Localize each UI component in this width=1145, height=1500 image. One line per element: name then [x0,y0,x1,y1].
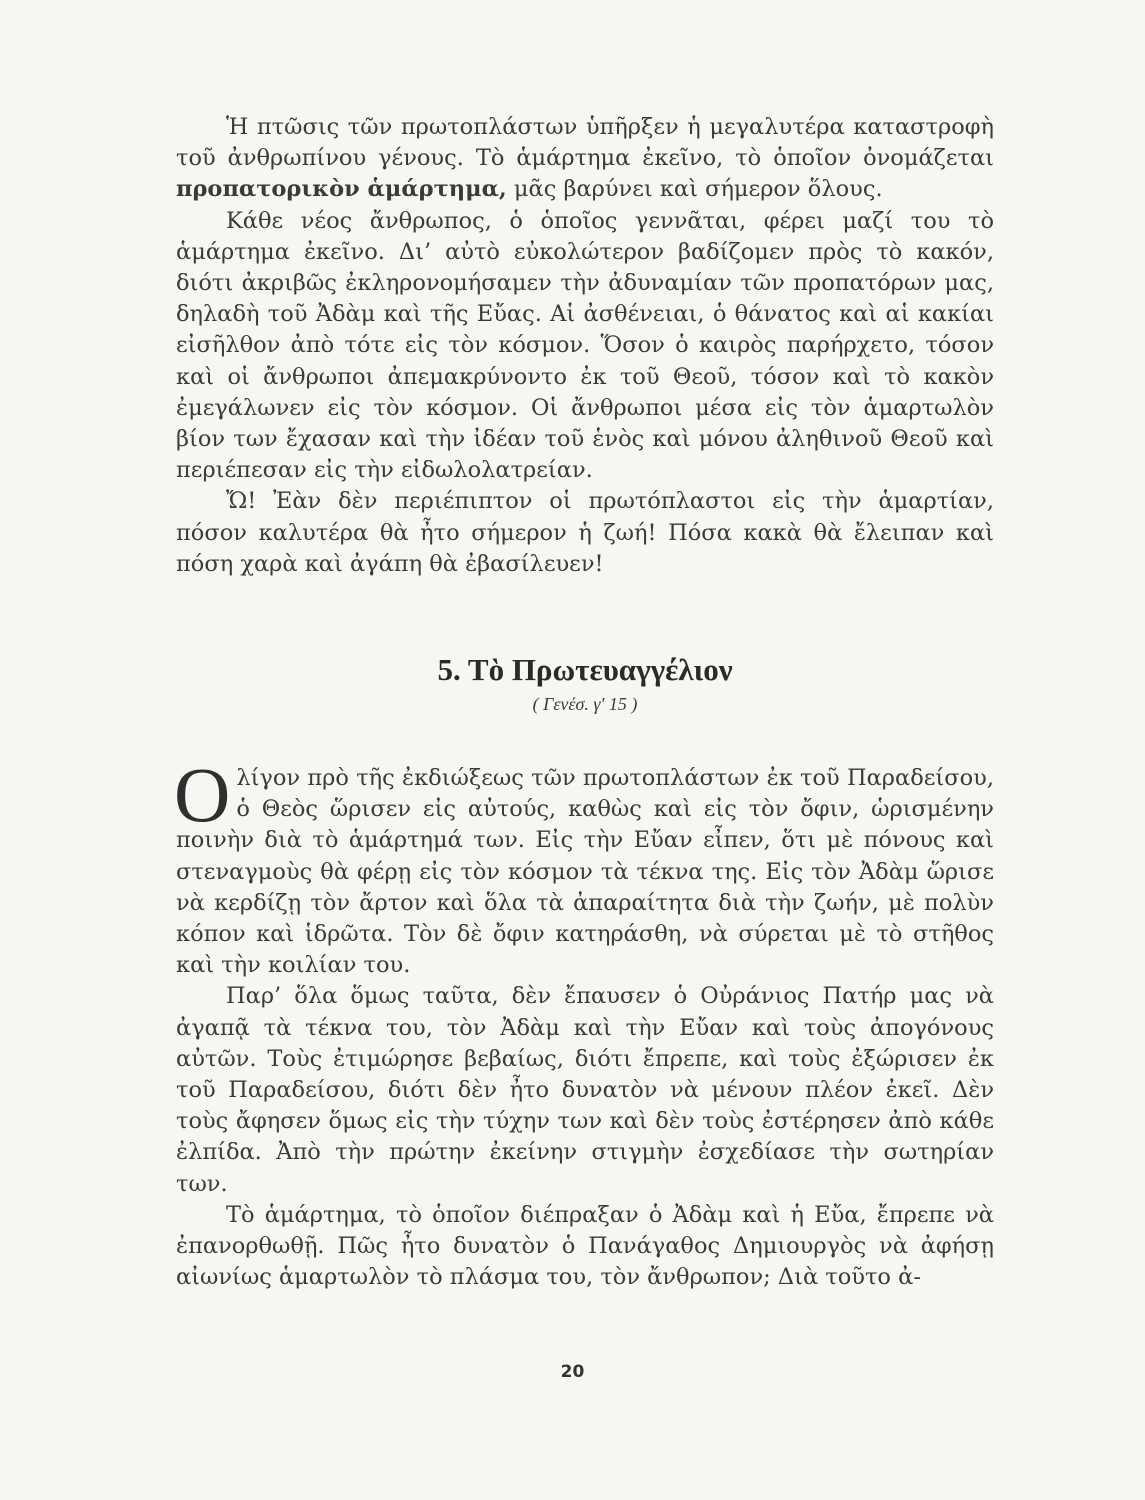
section-title: 5. Τὸ Πρωτευαγγέλιον [437,652,733,687]
text-run: λίγον πρὸ τῆς ἐκδιώξεως τῶν πρωτοπλάστων ἐκ τοῦ Παραδείσου, ὁ Θεὸς ὥρισεν εἰς αὐτούς, καθὼς καὶ εἰς τὸν ὄφιν, ὡρισμένην ποινὴν διὰ τὸ ἁμάρτημά των. Εἰς τὴν Εὔαν εἶπεν, ὅτι μὲ πόνους καὶ στεναγμοὺς θὰ φέρῃ εἰς τὸν κόσμον τὰ τέκνα της. Εἰς τὸν Ἀδὰμ ὥρισε νὰ κερδίζῃ τὸν ἄρτον καὶ ὅλα τὰ ἀπαραίτητα διὰ τὴν ζωήν, μὲ πολὺν κόπον καὶ ἱδρῶτα. Τὸν δὲ ὄφιν κατηράσθη, νὰ σύρεται μὲ τὸ στῆθος καὶ τὴν κοιλίαν του. [176,765,994,979]
paragraph-restoration: Τὸ ἁμάρτημα, τὸ ὁποῖον διέπραξαν ὁ Ἀδὰμ καὶ ἡ Εὔα, ἔπρεπε νὰ ἐπανορθωθῇ. Πῶς ἦτο δυνατὸν ὁ Πανάγαθος Δημιουργὸς νὰ ἀφήσῃ αἰωνίως ἁμαρτωλὸν τὸ πλάσμα του, τὸν ἄνθρωπον; Διὰ τοῦτο ἀ- [176,1201,994,1291]
section-protoevangelium-text [174,751,994,1293]
scripture-reference: ( Γενέσ. γ′ 15 ) [532,694,638,714]
paragraph-punishment [174,751,994,981]
paragraph-original-sin [176,112,994,206]
paragraph-exclamation: Ὤ! Ἐὰν δὲν περιέπιπτον οἱ πρωτόπλαστοι εἰς τὴν ἁμαρτίαν, πόσον καλυτέρα θὰ ἦτο σήμερον ἡ ζωή! Πόσα κακὰ θὰ ἔλειπαν καὶ πόση χαρὰ καὶ ἀγάπη θὰ ἐβασίλευεν! [176,488,994,577]
section-fall-text [176,112,994,580]
page-number: 20 [560,1362,585,1382]
paragraph-inheritance: Κάθε νέος ἄνθρωπος, ὁ ὁποῖος γεννᾶται, φέρει μαζί του τὸ ἁμάρτημα ἐκεῖνο. Δι’ αὐτὸ εὐκολώτερον βαδίζομεν πρὸς τὸ κακόν, διότι ἀκριβῶς ἐκληρονομήσαμεν τὴν ἀδυναμίαν τῶν προπατόρων μας, δηλαδὴ τοῦ Ἀδὰμ καὶ τῆς Εὔας. Αἱ ἀσθένειαι, ὁ θάνατος καὶ αἱ κακίαι εἰσῆλθον ἀπὸ τότε εἰς τὸν κόσμον. Ὅσον ὁ καιρὸς παρήρχετο, τόσον καὶ οἱ ἄνθρωποι ἀπεμακρύνοντο ἐκ τοῦ Θεοῦ, τόσον καὶ τὸ κακὸν ἐμεγάλωνεν εἰς τὸν κόσμον. Οἱ ἄνθρωποι μέσα εἰς τὸν ἁμαρτωλὸν βίον των ἔχασαν καὶ τὴν ἰδέαν τοῦ ἑνὸς καὶ μόνου ἀληθινοῦ Θεοῦ καὶ περιέπεσαν εἰς τὴν εἰδωλολατρείαν. [176,207,994,484]
text-run: μᾶς βαρύνει καὶ σήμερον ὅλους. [506,176,883,203]
drop-cap-letter: Ο [174,751,231,838]
term-original-sin: προπατορικὸν ἁμάρτημα, [176,176,507,203]
text-run: Ἡ πτῶσις τῶν πρωτοπλάστων ὑπῆρξεν ἡ μεγαλυτέρα καταστροφὴ τοῦ ἀνθρωπίνου γένους. Τὸ ἁμάρτημα ἐκεῖνο, τὸ ὁποῖον ὀνομάζεται [176,114,994,172]
paragraph-father-love: Παρ’ ὅλα ὅμως ταῦτα, δὲν ἔπαυσεν ὁ Οὐράνιος Πατήρ μας νὰ ἀγαπᾷ τὰ τέκνα του, τὸν Ἀδὰμ καὶ τὴν Εὔαν καὶ τοὺς ἀπογόνους αὐτῶν. Τοὺς ἐτιμώρησε βεβαίως, διότι ἔπρεπε, καὶ τοὺς ἐξώρισεν ἐκ τοῦ Παραδείσου, διότι δὲν ἦτο δυνατὸν νὰ μένουν πλέον ἐκεῖ. Δὲν τοὺς ἄφησεν ὅμως εἰς τὴν τύχην των καὶ δὲν τοὺς ἐστέρησεν ἀπὸ κάθε ἐλπίδα. Ἀπὸ τὴν πρώτην ἐκείνην στιγμὴν ἐσχεδίασε τὴν σωτηρίαν των. [176,983,994,1197]
